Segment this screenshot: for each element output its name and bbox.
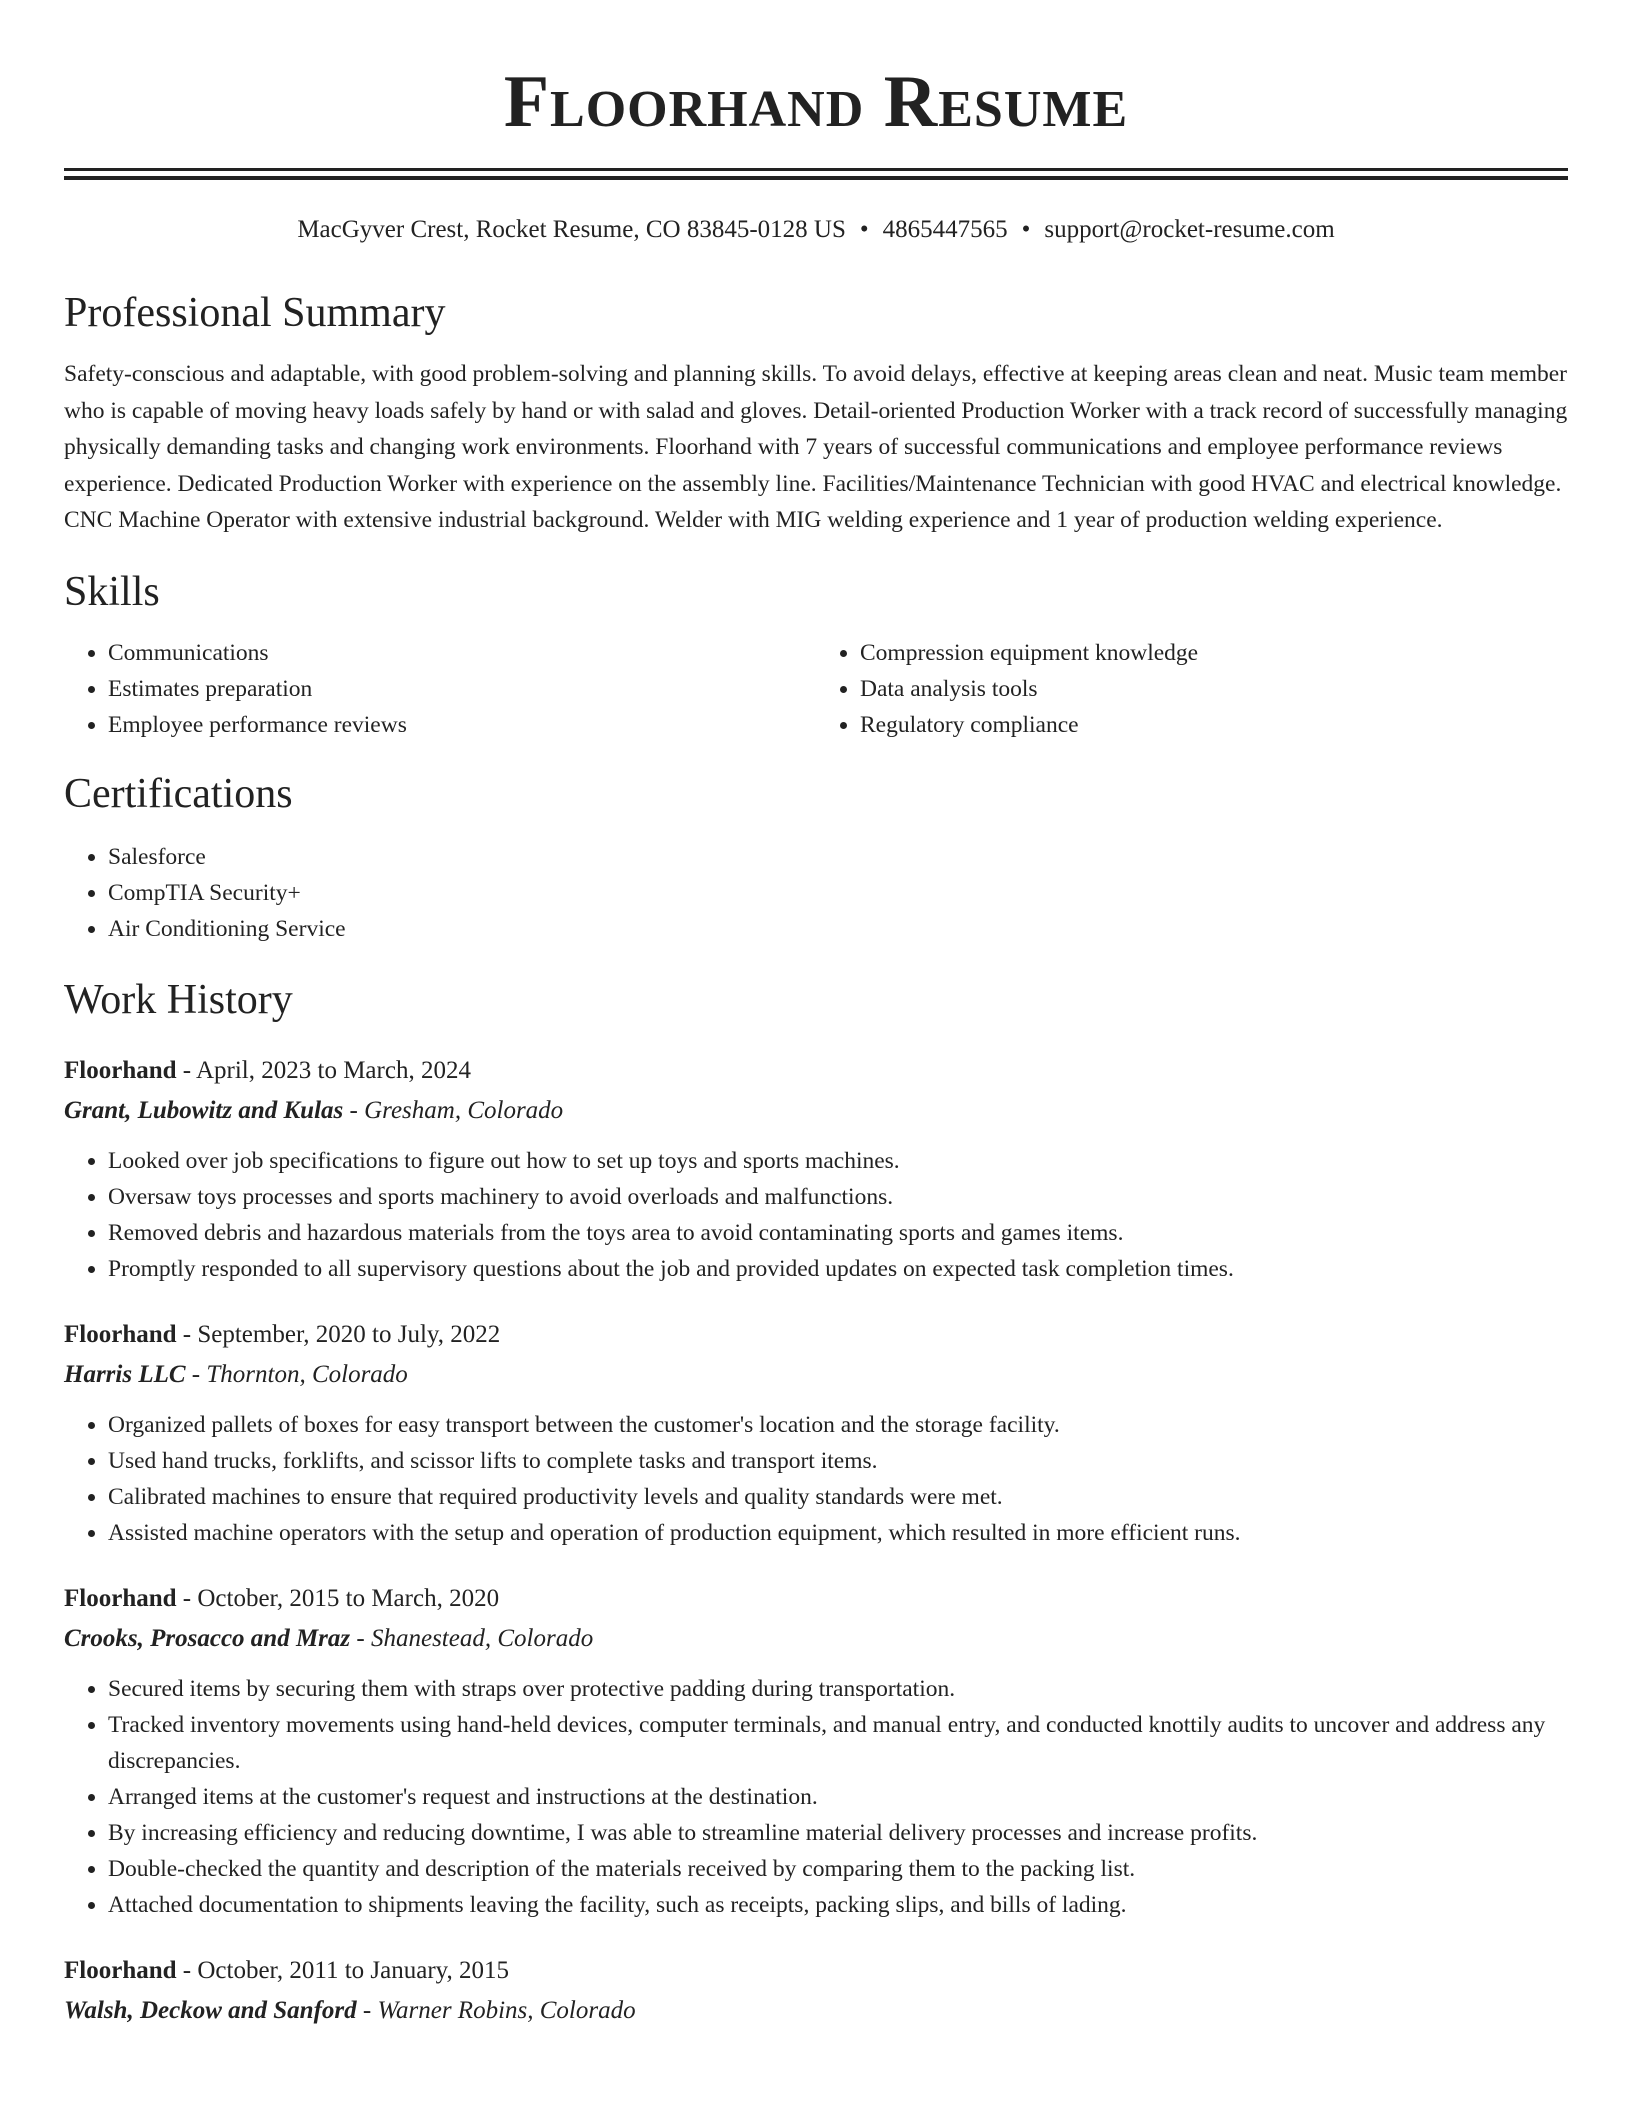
company-line <box>64 1619 1568 1659</box>
duty-item: • Secured items by securing them with straps over protective padding during transportation. <box>108 1671 1568 1707</box>
resume-page <box>64 0 1568 2031</box>
skill-item: • Regulatory compliance <box>860 707 1568 743</box>
duty-item: • Promptly responded to all supervisory questions about the job and provided updates on expected task completion times. <box>108 1251 1568 1287</box>
contact-line <box>64 214 1568 246</box>
job-role: Floorhand <box>64 1584 177 1612</box>
duty-item: • Double-checked the quantity and description of the materials received by comparing them to the packing list. <box>108 1851 1568 1887</box>
job-dates: - September, 2020 to July, 2022 <box>176 1320 501 1348</box>
contact-separator: • <box>1021 216 1031 243</box>
skills-column-right <box>816 635 1568 743</box>
job-company: Walsh, Deckow and Sanford <box>64 1996 357 2024</box>
contact-address: MacGyver Crest, Rocket Resume, CO 83845-0128 US <box>297 216 846 243</box>
skills-list <box>64 635 1568 743</box>
job-dates: - October, 2015 to March, 2020 <box>176 1584 500 1612</box>
duty-item: • Arranged items at the customer's request and instructions at the destination. <box>108 1779 1568 1815</box>
work-history-heading: Work History <box>64 976 293 1023</box>
summary-text: Safety-conscious and adaptable, with good problem-solving and planning skills. To avoid delays, effective at keeping areas clean and neat. Music team member who is capable of moving heavy loads safely by hand or with salad and gloves. Detail-oriented Production Worker with a track record of successfully managing physically demanding tasks and changing work environments. Floorhand with 7 years of successful communications and employee performance reviews experience. Dedicated Production Worker with experience on the assembly line. Facilities/Maintenance Technician with good HVAC and electrical knowledge. CNC Machine Operator with extensive industrial background. Welder with MIG welding experience and 1 year of production welding experience. <box>64 361 1568 533</box>
contact-phone: 4865447565 <box>882 216 1008 243</box>
company-line <box>64 1991 1568 2031</box>
job-role: Floorhand <box>64 1320 177 1348</box>
job-company: Crooks, Prosacco and Mraz <box>64 1624 351 1652</box>
job-role: Floorhand <box>64 1056 177 1084</box>
work-entry <box>64 1051 1568 1287</box>
contact-email: support@rocket-resume.com <box>1044 216 1335 243</box>
job-dates: - October, 2011 to January, 2015 <box>176 1956 510 1984</box>
company-line <box>64 1091 1568 1131</box>
duty-item: • Assisted machine operators with the setup and operation of production equipment, which resulted in more efficient runs. <box>108 1515 1568 1551</box>
skill-item: • Communications <box>108 635 816 671</box>
summary-heading: Professional Summary <box>64 290 446 336</box>
job-title-line <box>64 1051 1568 1091</box>
page-title: Floorhand Resume <box>503 61 1129 143</box>
job-location: - Thornton, Colorado <box>185 1360 408 1388</box>
certification-item: • Salesforce <box>108 839 1568 875</box>
duty-item: • By increasing efficiency and reducing downtime, I was able to streamline material delivery processes and increase profits. <box>108 1815 1568 1851</box>
duty-item: • Removed debris and hazardous materials from the toys area to avoid contaminating sports and games items. <box>108 1215 1568 1251</box>
skills-heading: Skills <box>64 568 160 615</box>
duty-item: • Used hand trucks, forklifts, and scissor lifts to complete tasks and transport items. <box>108 1443 1568 1479</box>
job-location: - Gresham, Colorado <box>343 1096 564 1124</box>
job-duties <box>64 1671 1568 1923</box>
work-entry <box>64 1951 1568 2031</box>
certifications-list <box>64 839 1568 947</box>
duty-item: • Tracked inventory movements using hand-held devices, computer terminals, and manual entry, and conducted knottily audits to uncover and address any discrepancies. <box>108 1707 1568 1779</box>
job-company: Harris LLC <box>64 1360 186 1388</box>
certification-item: • Air Conditioning Service <box>108 911 1568 947</box>
duty-item: • Looked over job specifications to figure out how to set up toys and sports machines. <box>108 1143 1568 1179</box>
duty-item: • Attached documentation to shipments leaving the facility, such as receipts, packing slips, and bills of lading. <box>108 1887 1568 1923</box>
duty-item: • Calibrated machines to ensure that required productivity levels and quality standards were met. <box>108 1479 1568 1515</box>
contact-separator: • <box>859 216 869 243</box>
company-line <box>64 1355 1568 1395</box>
work-entry <box>64 1579 1568 1923</box>
job-title-line <box>64 1579 1568 1619</box>
duty-item: • Organized pallets of boxes for easy transport between the customer's location and the storage facility. <box>108 1407 1568 1443</box>
title-divider-thin <box>64 176 1568 180</box>
work-entry <box>64 1315 1568 1551</box>
job-location: - Shanestead, Colorado <box>350 1624 594 1652</box>
job-location: - Warner Robins, Colorado <box>356 1996 636 2024</box>
title-divider-thick <box>64 168 1568 171</box>
certifications-heading: Certifications <box>64 770 293 817</box>
duty-item: • Oversaw toys processes and sports machinery to avoid overloads and malfunctions. <box>108 1179 1568 1215</box>
skill-item: • Compression equipment knowledge <box>860 635 1568 671</box>
job-dates: - April, 2023 to March, 2024 <box>176 1056 471 1084</box>
job-duties <box>64 1143 1568 1287</box>
job-company: Grant, Lubowitz and Kulas <box>64 1096 344 1124</box>
certification-item: • CompTIA Security+ <box>108 875 1568 911</box>
skill-item: • Estimates preparation <box>108 671 816 707</box>
job-role: Floorhand <box>64 1956 177 1984</box>
job-title-line <box>64 1951 1568 1991</box>
job-title-line <box>64 1315 1568 1355</box>
job-duties <box>64 1407 1568 1551</box>
skill-item: • Employee performance reviews <box>108 707 816 743</box>
skills-column-left <box>64 635 816 743</box>
skill-item: • Data analysis tools <box>860 671 1568 707</box>
